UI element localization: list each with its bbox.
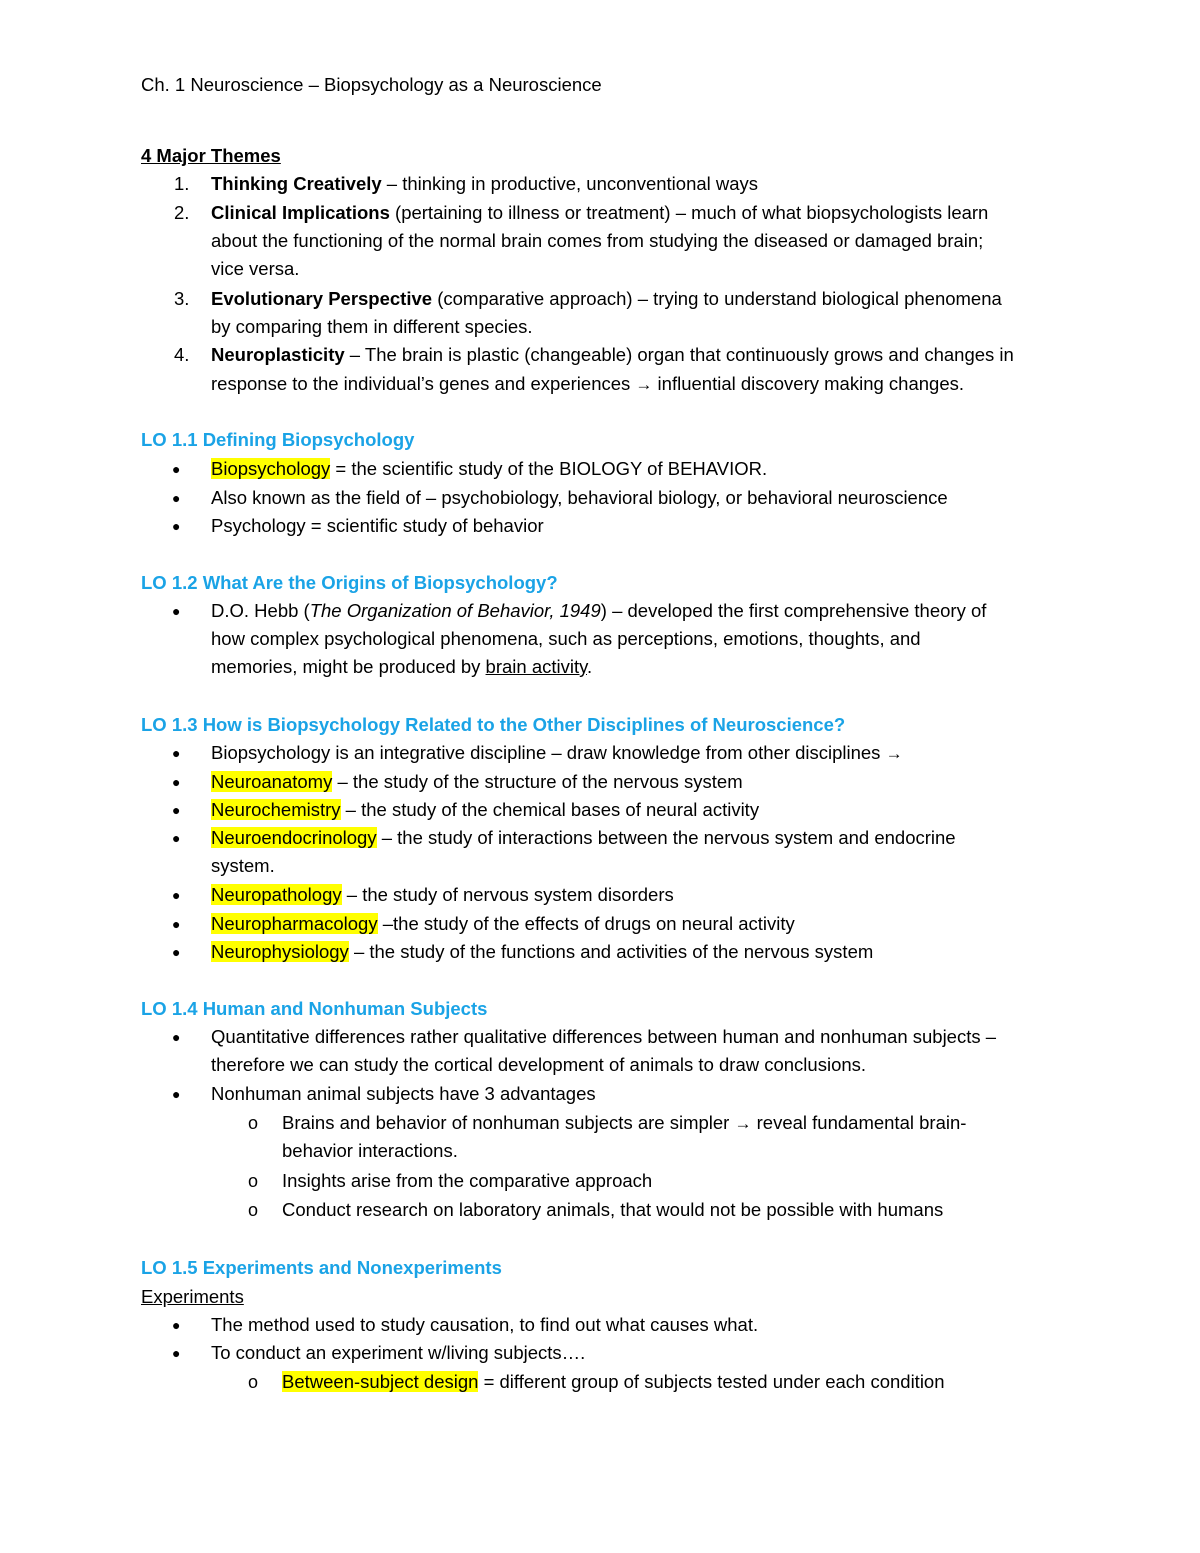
highlighted-term: Neuropathology (211, 884, 342, 905)
experiments-subheading: Experiments (141, 1286, 244, 1307)
sub-bullet-icon: o (248, 1372, 259, 1392)
bullet-icon: ● (172, 802, 181, 818)
bullet-text: – the study of the structure of the nervous system (332, 771, 743, 792)
bullet-icon: ● (172, 887, 181, 903)
bullet-text: – the study of the chemical bases of neural activity (340, 799, 760, 820)
bullet-text: – the study of the functions and activities of the nervous system (348, 941, 874, 962)
bullet-icon: ● (172, 944, 181, 960)
theme-text: response to the individual’s genes and experiences (211, 373, 636, 394)
bullet-icon: ● (172, 1029, 181, 1045)
bullet-icon: ● (172, 518, 181, 534)
lo13-intro (211, 741, 903, 766)
sub-list-item: Insights arise from the comparative approach (282, 1170, 653, 1191)
theme-term: Evolutionary Perspective (211, 288, 433, 309)
lo12-bullet-1 (211, 599, 986, 623)
bullet-icon: ● (172, 774, 181, 790)
arrow-right-icon: → (885, 744, 903, 763)
lo11-heading: LO 1.1 Defining Biopsychology (141, 429, 415, 450)
theme-item-4 (211, 343, 1014, 367)
list-number: 4. (174, 344, 190, 365)
arrow-right-icon: → (635, 375, 653, 394)
theme-term: Clinical Implications (211, 202, 390, 223)
bullet-text: memories, might be produced by (211, 656, 486, 677)
theme-text-line: about the functioning of the normal brain comes from studying the diseased or damaged brain; (211, 230, 984, 251)
theme-text: (pertaining to illness or treatment) – much of what biopsychologists learn (389, 202, 989, 223)
theme-term: Neuroplasticity (211, 344, 345, 365)
bullet-text: D.O. Hebb ( (211, 600, 310, 621)
bullet-text-line: therefore we can study the cortical development of animals to draw conclusions. (211, 1054, 867, 1075)
list-item (211, 770, 743, 794)
bullet-icon: ● (172, 1317, 181, 1333)
highlighted-term: Neuroanatomy (211, 771, 333, 792)
sub-bullet-icon: o (248, 1113, 259, 1133)
highlighted-term: Neuroendocrinology (211, 827, 377, 848)
lo12-heading: LO 1.2 What Are the Origins of Biopsychology? (141, 572, 558, 593)
theme-text: – The brain is plastic (changeable) organ that continuously grows and changes in (344, 344, 1014, 365)
list-item (211, 883, 674, 907)
bullet-text-line: how complex psychological phenomena, such as perceptions, emotions, thoughts, and (211, 628, 921, 649)
bullet-icon: ● (172, 461, 181, 477)
bullet-text: = different group of subjects tested under each condition (478, 1371, 945, 1392)
bullet-text: Biopsychology is an integrative discipline – draw knowledge from other disciplines (211, 742, 886, 763)
sub-bullet-icon: o (248, 1171, 259, 1191)
bullet-icon: ● (172, 1086, 181, 1102)
arrow-right-icon: → (734, 1114, 752, 1133)
bullet-text: = the scientific study of the BIOLOGY of BEHAVIOR. (330, 458, 768, 479)
list-number: 1. (174, 173, 190, 194)
bullet-text: ) – developed the first comprehensive theory of (600, 600, 987, 621)
underlined-term: brain activity (485, 656, 587, 677)
list-item (211, 912, 795, 936)
theme-term: Thinking Creatively (211, 173, 382, 194)
lo14-bullet-1: Quantitative differences rather qualitative differences between human and nonhuman subjects – (211, 1026, 997, 1047)
book-title: The Organization of Behavior, 1949 (309, 600, 601, 621)
bullet-icon: ● (172, 1345, 181, 1361)
highlighted-term: Neuropharmacology (211, 913, 378, 934)
bullet-icon: ● (172, 603, 181, 619)
bullet-icon: ● (172, 490, 181, 506)
lo13-heading: LO 1.3 How is Biopsychology Related to the Other Disciplines of Neuroscience? (141, 714, 846, 735)
bullet-text: Brains and behavior of nonhuman subjects are simpler (282, 1112, 735, 1133)
bullet-icon: ● (172, 830, 181, 846)
list-item (211, 798, 759, 822)
lo14-bullet-2: Nonhuman animal subjects have 3 advantages (211, 1083, 596, 1104)
theme-item-2 (211, 201, 988, 225)
bullet-text: – the study of interactions between the nervous system and endocrine (376, 827, 956, 848)
list-number: 2. (174, 202, 190, 223)
list-item (211, 826, 956, 850)
theme-item-1 (211, 172, 758, 196)
bullet-text-line: system. (211, 855, 275, 876)
lo15-bullet-2: To conduct an experiment w/living subjects…. (211, 1342, 586, 1363)
theme-text-line: by comparing them in different species. (211, 316, 533, 337)
bullet-text: – the study of nervous system disorders (341, 884, 674, 905)
bullet-text-line (211, 655, 592, 679)
sub-list-item (282, 1370, 945, 1394)
highlighted-term: Between-subject design (282, 1371, 479, 1392)
theme-text-line: vice versa. (211, 258, 300, 279)
lo11-bullet-1 (211, 457, 767, 481)
highlighted-term: Neurophysiology (211, 941, 349, 962)
lo14-heading: LO 1.4 Human and Nonhuman Subjects (141, 998, 488, 1019)
page-title: Ch. 1 Neuroscience – Biopsychology as a Neuroscience (141, 74, 602, 95)
lo15-heading: LO 1.5 Experiments and Nonexperiments (141, 1257, 502, 1278)
bullet-text: . (587, 656, 593, 677)
highlighted-term: Biopsychology (211, 458, 331, 479)
theme-item-3 (211, 287, 1002, 311)
bullet-text: reveal fundamental brain- (751, 1112, 967, 1133)
list-number: 3. (174, 288, 190, 309)
theme-text: – thinking in productive, unconventional ways (381, 173, 759, 194)
themes-heading: 4 Major Themes (141, 145, 281, 166)
lo11-bullet-2: Also known as the field of – psychobiology, behavioral biology, or behavioral neuroscience (211, 487, 948, 508)
list-item (211, 940, 873, 964)
theme-text: (comparative approach) – trying to understand biological phenomena (432, 288, 1002, 309)
bullet-icon: ● (172, 916, 181, 932)
sub-list-item: Conduct research on laboratory animals, that would not be possible with humans (282, 1199, 944, 1220)
sub-list-item (282, 1111, 966, 1136)
bullet-text-line: behavior interactions. (282, 1140, 458, 1161)
sub-bullet-icon: o (248, 1200, 259, 1220)
highlighted-term: Neurochemistry (211, 799, 341, 820)
bullet-icon: ● (172, 745, 181, 761)
lo11-bullet-3: Psychology = scientific study of behavior (211, 515, 544, 536)
theme-text-line (211, 372, 964, 397)
lo15-bullet-1: The method used to study causation, to find out what causes what. (211, 1314, 759, 1335)
bullet-text: –the study of the effects of drugs on neural activity (377, 913, 795, 934)
theme-text: influential discovery making changes. (652, 373, 965, 394)
